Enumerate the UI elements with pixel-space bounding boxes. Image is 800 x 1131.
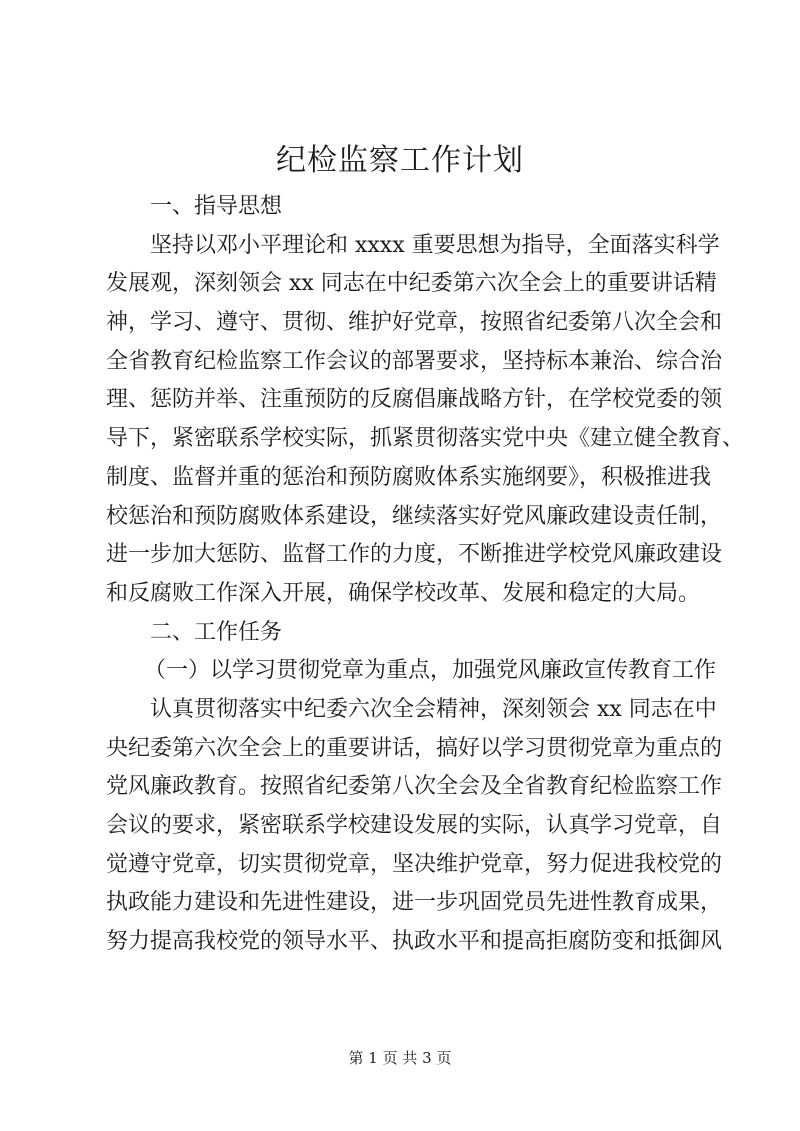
paragraph-line: 觉遵守党章，切实贯彻党章，坚决维护党章，努力促进我校党的 — [106, 851, 723, 877]
paragraph-line: 认真贯彻落实中纪委六次全会精神，深刻领会 xx 同志在中 — [150, 696, 717, 722]
paragraph-line: 和反腐败工作深入开展，确保学校改革、发展和稳定的大局。 — [106, 580, 701, 606]
paragraph-line: 党风廉政教育。按照省纪委第八次全会及全省教育纪检监察工作 — [106, 774, 723, 800]
paragraph-line: 导下，紧密联系学校实际，抓紧贯彻落实党中央《建立健全教育、 — [106, 426, 745, 452]
paragraph-line: 全省教育纪检监察工作会议的部署要求，坚持标本兼治、综合治 — [106, 348, 723, 374]
paragraph-line: 发展观，深刻领会 xx 同志在中纪委第六次全会上的重要讲话精 — [106, 271, 717, 297]
paragraph-line: 坚持以邓小平理论和 xxxx 重要思想为指导，全面落实科学 — [150, 232, 720, 258]
paragraph-line: 央纪委第六次全会上的重要讲话，搞好以学习贯彻党章为重点的 — [106, 735, 723, 761]
document-body — [106, 188, 745, 962]
paragraph-line: 理、惩防并举、注重预防的反腐倡廉战略方针，在学校党委的领 — [106, 387, 723, 413]
paragraph-line: 会议的要求，紧密联系学校建设发展的实际，认真学习党章，自 — [106, 813, 723, 838]
document-title: 纪检监察工作计划 — [276, 143, 524, 178]
paragraph-line: 校惩治和预防腐败体系建设，继续落实好党风廉政建设责任制， — [106, 503, 723, 529]
subsection-heading-party-constitution: （一）以学习贯彻党章为重点，加强党风廉政宣传教育工作 — [144, 658, 717, 684]
page-number-footer: 第 1 页 共 3 页 — [348, 1049, 452, 1067]
paragraph-line: 努力提高我校党的领导水平、执政水平和提高拒腐防变和抵御风 — [106, 929, 723, 955]
paragraph-line: 进一步加大惩防、监督工作的力度，不断推进学校党风廉政建设 — [106, 542, 723, 568]
section-heading-guiding-ideology: 一、指导思想 — [150, 194, 283, 219]
section-heading-work-tasks: 二、工作任务 — [150, 619, 283, 645]
paragraph-line: 神，学习、遵守、贯彻、维护好党章，按照省纪委第八次全会和 — [106, 310, 723, 336]
paragraph-line: 执政能力建设和先进性建设，进一步巩固党员先进性教育成果， — [106, 890, 723, 916]
paragraph-line: 制度、监督并重的惩治和预防腐败体系实施纲要》，积极推进我 — [106, 464, 712, 490]
